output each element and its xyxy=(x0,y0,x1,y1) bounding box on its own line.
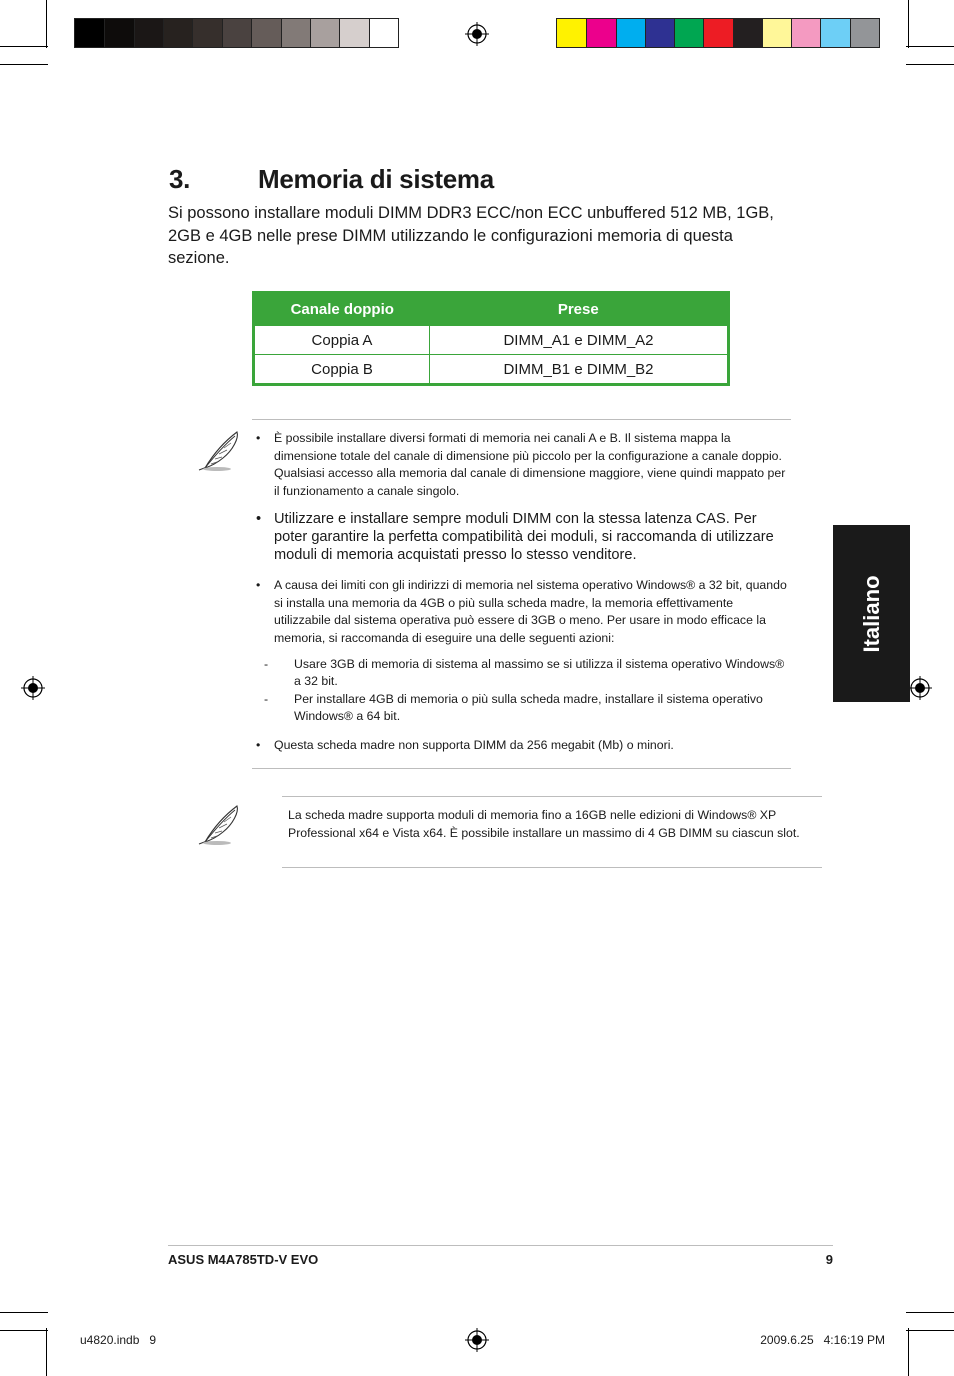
note-text: Usare 3GB di memoria di sistema al massimo se si utilizza il sistema operativo Windows® a 32 bit. xyxy=(294,656,785,689)
dash-marker: - xyxy=(264,656,269,671)
color-swatch xyxy=(163,19,193,47)
note-box xyxy=(282,796,822,868)
memory-config-table xyxy=(252,291,730,386)
registration-mark-icon xyxy=(908,676,932,700)
color-calibration-strip xyxy=(556,18,880,48)
color-swatch xyxy=(586,19,616,47)
intro-paragraph: Si possono installare moduli DIMM DDR3 ECC/non ECC unbuffered 512 MB, 1GB, 2GB e 4GB nelle prese DIMM utilizzando le configurazioni memoria di questa sezione. xyxy=(168,204,774,267)
crop-mark xyxy=(906,46,954,47)
color-swatch xyxy=(281,19,311,47)
color-swatch xyxy=(134,19,164,47)
note-text: La scheda madre supporta moduli di memoria fino a 16GB nelle edizioni di Windows® XP Professional x64 e Vista x64. È possibile installare un massimo di 4 GB DIMM su ciascun slot. xyxy=(288,808,800,840)
feather-icon xyxy=(197,802,243,846)
note-text: Utilizzare e installare sempre moduli DIMM con la stessa latenza CAS. Per poter garantire la perfetta compatibilità dei moduli, si raccomanda di utilizzare moduli di memoria acquistati presso lo stesso venditore. xyxy=(274,511,774,563)
color-swatch xyxy=(791,19,821,47)
crop-mark xyxy=(46,0,47,48)
crop-mark xyxy=(0,1330,48,1331)
color-swatch xyxy=(850,19,880,47)
table-header-cell: Canale doppio xyxy=(254,293,430,326)
registration-mark-icon xyxy=(465,22,489,46)
crop-mark xyxy=(46,1328,47,1376)
color-swatch xyxy=(310,19,340,47)
sub-list-item xyxy=(252,656,791,691)
language-tab-label: Italiano xyxy=(858,574,884,653)
color-swatch xyxy=(222,19,252,47)
color-swatch xyxy=(369,19,399,47)
color-swatch xyxy=(762,19,792,47)
color-swatch xyxy=(75,19,105,47)
footer-rule xyxy=(168,1245,833,1246)
slug-date: 2009.6.25 4:16:19 PM xyxy=(760,1333,885,1347)
crop-mark xyxy=(0,46,48,47)
crop-mark xyxy=(908,0,909,48)
color-swatch xyxy=(674,19,704,47)
color-swatch xyxy=(616,19,646,47)
bullet-marker: • xyxy=(256,431,261,445)
list-item xyxy=(252,737,791,755)
language-tab xyxy=(833,525,910,702)
color-swatch xyxy=(733,19,763,47)
list-item xyxy=(252,430,791,500)
note-text: Per installare 4GB di memoria o più sulla scheda madre, installare il sistema operativo Windows® a 64 bit. xyxy=(294,691,763,724)
slug-file: u4820.indb 9 xyxy=(80,1333,157,1347)
bullet-marker: • xyxy=(256,578,261,593)
section-number: 3. xyxy=(169,164,191,194)
section-title: Memoria di sistema xyxy=(258,164,494,194)
note-text: È possibile installare diversi formati di memoria nei canali A e B. Il sistema mappa la dimensione totale del canale di dimensione più piccolo per la configurazione a canale doppio. Qualsiasi accesso alla memoria dal canale di dimensione maggiore, viene quindi mappato per il funzionamento a canale singolo. xyxy=(274,431,786,498)
crop-mark xyxy=(908,1328,909,1376)
table-row xyxy=(254,326,729,355)
note-box xyxy=(252,419,791,769)
table-cell: Coppia A xyxy=(254,326,430,355)
color-swatch xyxy=(339,19,369,47)
table-cell: DIMM_A1 e DIMM_A2 xyxy=(430,326,729,355)
color-swatch xyxy=(703,19,733,47)
feather-icon xyxy=(197,428,243,472)
dash-marker: - xyxy=(264,691,269,706)
list-item xyxy=(252,577,791,726)
color-swatch xyxy=(820,19,850,47)
color-swatch xyxy=(557,19,587,47)
table-header-cell: Prese xyxy=(430,293,729,326)
bullet-marker: • xyxy=(256,737,261,752)
crop-mark xyxy=(0,64,48,65)
registration-mark-icon xyxy=(21,676,45,700)
table-cell: DIMM_B1 e DIMM_B2 xyxy=(430,355,729,385)
color-swatch xyxy=(251,19,281,47)
color-swatch xyxy=(645,19,675,47)
crop-mark xyxy=(0,1312,48,1313)
note-text: A causa dei limiti con gli indirizzi di memoria nel sistema operativo Windows® a 32 bit, quando si installa una memoria da 4GB o più sulla scheda madre, la memoria effettivamente utilizzabile dal sistema operativa può essere di 3GB o meno. Per usare in modo efficace la memoria, si raccomanda di eseguire una delle seguenti azioni: xyxy=(274,578,787,645)
table-row xyxy=(254,355,729,385)
color-swatch xyxy=(192,19,222,47)
crop-mark xyxy=(906,1312,954,1313)
registration-mark-icon xyxy=(465,1328,489,1352)
bullet-marker: • xyxy=(256,511,262,528)
note-text: Questa scheda madre non supporta DIMM da 256 megabit (Mb) o minori. xyxy=(274,737,674,752)
table-header-row xyxy=(254,293,729,326)
sub-list-item xyxy=(252,691,791,726)
grey-calibration-strip xyxy=(74,18,399,48)
crop-mark xyxy=(906,1330,954,1331)
color-swatch xyxy=(104,19,134,47)
crop-mark xyxy=(906,64,954,65)
list-item xyxy=(252,511,791,564)
table-cell: Coppia B xyxy=(254,355,430,385)
footer-product: ASUS M4A785TD-V EVO xyxy=(168,1252,319,1267)
page-number: 9 xyxy=(825,1252,833,1267)
